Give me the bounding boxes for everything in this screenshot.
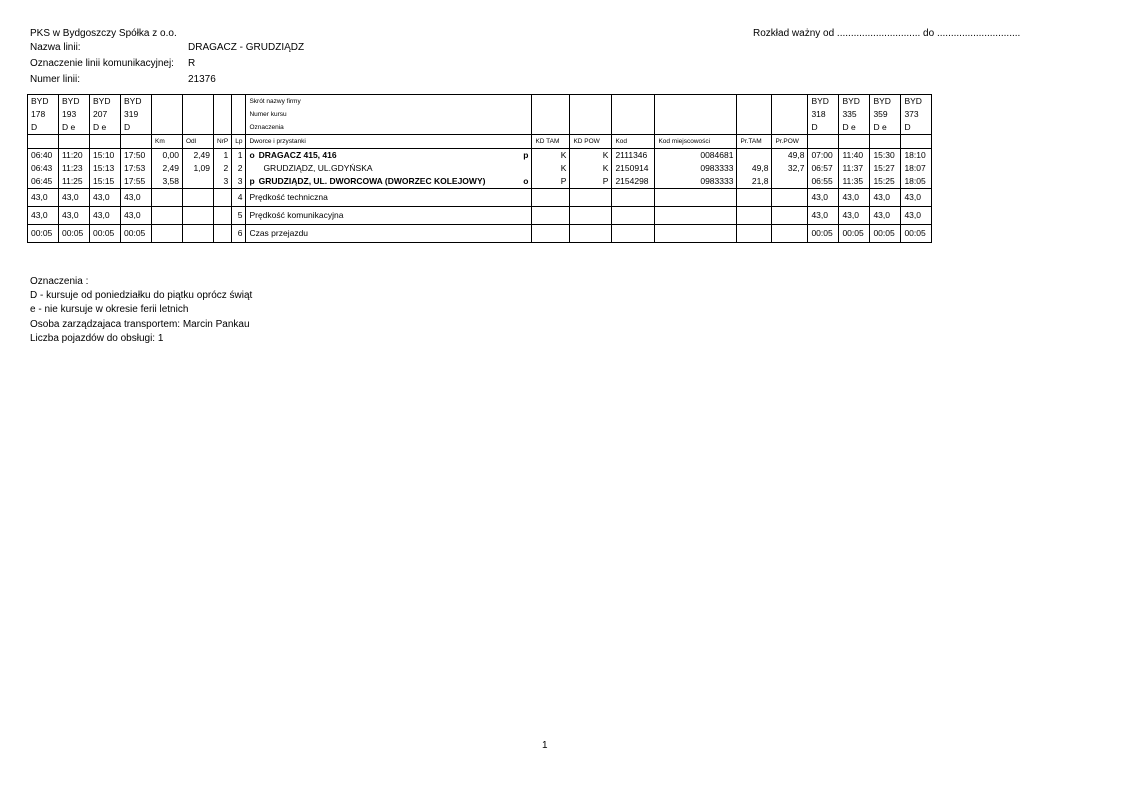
empty-cell: [232, 95, 246, 109]
summary-value: 00:05: [870, 225, 901, 243]
empty-cell: [737, 108, 772, 121]
arrival-time: 06:57: [808, 162, 839, 175]
empty-cell: [183, 108, 214, 121]
summary-value: 43,0: [901, 189, 932, 207]
stop-name-cell: [246, 162, 532, 175]
departure-time: 17:50: [121, 149, 152, 163]
empty-cell: [183, 95, 214, 109]
summary-value: 43,0: [90, 189, 121, 207]
km-value: 3,58: [152, 175, 183, 189]
summary-value: 43,0: [28, 207, 59, 225]
column-header-lp: Lp: [232, 135, 246, 149]
summary-value: 43,0: [28, 189, 59, 207]
empty-cell: [612, 189, 655, 207]
stop-name: GRUDZIĄDZ, UL. DWORCOWA (DWORZEC KOLEJOWY): [258, 176, 486, 186]
empty-cell: [232, 108, 246, 121]
summary-value: 43,0: [870, 207, 901, 225]
empty-cell: [152, 207, 183, 225]
course-number: 193: [59, 108, 90, 121]
column-header-pr-pow: Pr.POW: [772, 135, 808, 149]
summary-value: 00:05: [28, 225, 59, 243]
empty-cell: [570, 189, 612, 207]
empty-cell: [59, 135, 90, 149]
lp-value: 4: [232, 189, 246, 207]
empty-cell: [214, 108, 232, 121]
empty-cell: [570, 95, 612, 109]
arrival-time: 18:07: [901, 162, 932, 175]
departure-time: 06:40: [28, 149, 59, 163]
empty-cell: [808, 135, 839, 149]
departure-time: 06:43: [28, 162, 59, 175]
stop-mark-left: o: [249, 150, 255, 160]
empty-cell: [121, 135, 152, 149]
course-firm: BYD: [901, 95, 932, 109]
empty-cell: [612, 207, 655, 225]
empty-cell: [901, 135, 932, 149]
empty-cell: [183, 207, 214, 225]
course-firm: BYD: [90, 95, 121, 109]
stop-name-cell: [246, 149, 532, 163]
course-number: 319: [121, 108, 152, 121]
pr-pow-value: 32,7: [772, 162, 808, 175]
summary-value: 43,0: [870, 189, 901, 207]
empty-cell: [570, 121, 612, 135]
legend: [30, 275, 252, 346]
legend-item: Osoba zarządzajaca transportem: Marcin Pankau: [30, 318, 250, 330]
empty-cell: [737, 189, 772, 207]
empty-cell: [612, 225, 655, 243]
stop-name: DRAGACZ 415, 416: [258, 150, 337, 160]
course-number: 178: [28, 108, 59, 121]
column-header-stops: Dworce i przystanki: [246, 135, 532, 149]
empty-cell: [183, 225, 214, 243]
summary-value: 43,0: [121, 189, 152, 207]
stop-name-cell: [246, 175, 532, 189]
departure-time: 11:20: [59, 149, 90, 163]
arrival-time: 06:55: [808, 175, 839, 189]
empty-cell: [570, 225, 612, 243]
empty-cell: [532, 121, 570, 135]
kod-miejsc-value: 0084681: [655, 149, 737, 163]
departure-time: 11:23: [59, 162, 90, 175]
course-mark: D e: [870, 121, 901, 135]
empty-cell: [532, 95, 570, 109]
empty-cell: [183, 189, 214, 207]
empty-cell: [152, 189, 183, 207]
distance-value: 1,09: [183, 162, 214, 175]
line-designation-value: R: [188, 58, 196, 69]
summary-value: 43,0: [121, 207, 152, 225]
summary-value: 43,0: [808, 189, 839, 207]
summary-value: 00:05: [901, 225, 932, 243]
stop-name: GRUDZIĄDZ, UL.GDYŃSKA: [263, 163, 373, 173]
arrival-time: 11:40: [839, 149, 870, 163]
empty-cell: [570, 108, 612, 121]
column-header-pr-tam: Pr.TAM: [737, 135, 772, 149]
stop-nr-value: 2: [214, 162, 232, 175]
line-number-label: Numer linii:: [30, 74, 81, 85]
arrival-time: 15:27: [870, 162, 901, 175]
course-firm: BYD: [121, 95, 152, 109]
stop-nr-value: 1: [214, 149, 232, 163]
empty-cell: [612, 95, 655, 109]
info-label: Oznaczenia: [246, 121, 532, 135]
empty-cell: [214, 95, 232, 109]
summary-value: 00:05: [90, 225, 121, 243]
empty-cell: [532, 207, 570, 225]
lp-value: 2: [232, 162, 246, 175]
distance-value: [183, 175, 214, 189]
empty-cell: [772, 189, 808, 207]
empty-cell: [152, 225, 183, 243]
departure-time: 17:55: [121, 175, 152, 189]
line-designation-label: Oznaczenie linii komunikacyjnej:: [30, 58, 174, 69]
stop-mark-right: o: [523, 176, 529, 186]
departure-time: 11:25: [59, 175, 90, 189]
empty-cell: [532, 225, 570, 243]
course-mark: D: [121, 121, 152, 135]
empty-cell: [870, 135, 901, 149]
empty-cell: [737, 207, 772, 225]
kod-miejsc-value: 0983333: [655, 175, 737, 189]
legend-item: e - nie kursuje w okresie ferii letnich: [30, 304, 189, 316]
empty-cell: [152, 108, 183, 121]
column-header-kd-pow: KD POW: [570, 135, 612, 149]
summary-value: 00:05: [121, 225, 152, 243]
line-name-value: DRAGACZ - GRUDZIĄDZ: [188, 42, 305, 53]
column-header-nrp: NrP: [214, 135, 232, 149]
summary-value: 00:05: [59, 225, 90, 243]
arrival-time: 15:30: [870, 149, 901, 163]
company-name: PKS w Bydgoszczy Spółka z o.o.: [30, 28, 177, 39]
stop-mark-left: p: [249, 176, 255, 186]
summary-value: 00:05: [808, 225, 839, 243]
empty-cell: [655, 95, 737, 109]
summary-value: 43,0: [59, 207, 90, 225]
course-firm: BYD: [59, 95, 90, 109]
legend-title: Oznaczenia :: [30, 276, 89, 287]
kd-tam-value: P: [532, 175, 570, 189]
course-mark: D: [901, 121, 932, 135]
course-firm: BYD: [28, 95, 59, 109]
course-firm: BYD: [870, 95, 901, 109]
empty-cell: [655, 189, 737, 207]
summary-label: Prędkość techniczna: [246, 189, 532, 207]
column-header-km: Km: [152, 135, 183, 149]
stop-mark-right: p: [523, 150, 529, 160]
kd-tam-value: K: [532, 162, 570, 175]
empty-cell: [737, 95, 772, 109]
empty-cell: [655, 108, 737, 121]
empty-cell: [737, 225, 772, 243]
page-number: 1: [542, 740, 548, 751]
lp-value: 6: [232, 225, 246, 243]
summary-value: 00:05: [839, 225, 870, 243]
arrival-time: 18:10: [901, 149, 932, 163]
kod-value: 2150914: [612, 162, 655, 175]
empty-cell: [612, 108, 655, 121]
column-header-kod: Kod: [612, 135, 655, 149]
info-label: Skrót nazwy firmy: [246, 95, 532, 109]
course-number: 335: [839, 108, 870, 121]
summary-value: 43,0: [59, 189, 90, 207]
distance-value: 2,49: [183, 149, 214, 163]
course-mark: D: [808, 121, 839, 135]
arrival-time: 07:00: [808, 149, 839, 163]
validity-period: Rozkład ważny od .............................. do ..............................: [753, 28, 1021, 39]
info-label: Numer kursu: [246, 108, 532, 121]
course-firm: BYD: [808, 95, 839, 109]
empty-cell: [28, 135, 59, 149]
arrival-time: 18:05: [901, 175, 932, 189]
departure-time: 15:15: [90, 175, 121, 189]
empty-cell: [214, 225, 232, 243]
legend-item: Liczba pojazdów do obsługi: 1: [30, 332, 164, 344]
course-number: 318: [808, 108, 839, 121]
kod-value: 2154298: [612, 175, 655, 189]
kd-pow-value: P: [570, 175, 612, 189]
kd-pow-value: K: [570, 149, 612, 163]
kod-miejsc-value: 0983333: [655, 162, 737, 175]
course-mark: D e: [839, 121, 870, 135]
lp-value: 1: [232, 149, 246, 163]
course-mark: D: [28, 121, 59, 135]
arrival-time: 11:35: [839, 175, 870, 189]
timetable: [27, 94, 932, 243]
arrival-time: 11:37: [839, 162, 870, 175]
pr-tam-value: 21,8: [737, 175, 772, 189]
summary-value: 43,0: [90, 207, 121, 225]
empty-cell: [90, 135, 121, 149]
lp-value: 3: [232, 175, 246, 189]
empty-cell: [214, 189, 232, 207]
course-mark: D e: [59, 121, 90, 135]
km-value: 2,49: [152, 162, 183, 175]
stop-nr-value: 3: [214, 175, 232, 189]
empty-cell: [772, 121, 808, 135]
summary-value: 43,0: [839, 189, 870, 207]
kod-value: 2111346: [612, 149, 655, 163]
empty-cell: [232, 121, 246, 135]
empty-cell: [532, 189, 570, 207]
pr-tam-value: 49,8: [737, 162, 772, 175]
course-number: 359: [870, 108, 901, 121]
departure-time: 06:45: [28, 175, 59, 189]
empty-cell: [655, 207, 737, 225]
summary-value: 43,0: [808, 207, 839, 225]
column-header-kod-miejsc: Kod miejscowości: [655, 135, 737, 149]
line-number-value: 21376: [188, 74, 216, 85]
pr-tam-value: [737, 149, 772, 163]
empty-cell: [737, 121, 772, 135]
pr-pow-value: 49,8: [772, 149, 808, 163]
empty-cell: [655, 121, 737, 135]
summary-value: 43,0: [839, 207, 870, 225]
legend-item: D - kursuje od poniedziałku do piątku oprócz świąt: [30, 290, 253, 302]
empty-cell: [772, 225, 808, 243]
empty-cell: [772, 108, 808, 121]
empty-cell: [839, 135, 870, 149]
lp-value: 5: [232, 207, 246, 225]
empty-cell: [655, 225, 737, 243]
course-number: 207: [90, 108, 121, 121]
empty-cell: [152, 121, 183, 135]
empty-cell: [183, 121, 214, 135]
empty-cell: [214, 121, 232, 135]
summary-value: 43,0: [901, 207, 932, 225]
empty-cell: [532, 108, 570, 121]
course-number: 373: [901, 108, 932, 121]
course-firm: BYD: [839, 95, 870, 109]
empty-cell: [612, 121, 655, 135]
km-value: 0,00: [152, 149, 183, 163]
departure-time: 17:53: [121, 162, 152, 175]
empty-cell: [570, 207, 612, 225]
summary-label: Czas przejazdu: [246, 225, 532, 243]
empty-cell: [772, 207, 808, 225]
departure-time: 15:13: [90, 162, 121, 175]
summary-label: Prędkość komunikacyjna: [246, 207, 532, 225]
kd-tam-value: K: [532, 149, 570, 163]
pr-pow-value: [772, 175, 808, 189]
column-header-kd-tam: KD TAM: [532, 135, 570, 149]
empty-cell: [152, 95, 183, 109]
departure-time: 15:10: [90, 149, 121, 163]
empty-cell: [772, 95, 808, 109]
line-name-label: Nazwa linii:: [30, 42, 81, 53]
arrival-time: 15:25: [870, 175, 901, 189]
empty-cell: [214, 207, 232, 225]
course-mark: D e: [90, 121, 121, 135]
column-header-odl: Odl: [183, 135, 214, 149]
kd-pow-value: K: [570, 162, 612, 175]
